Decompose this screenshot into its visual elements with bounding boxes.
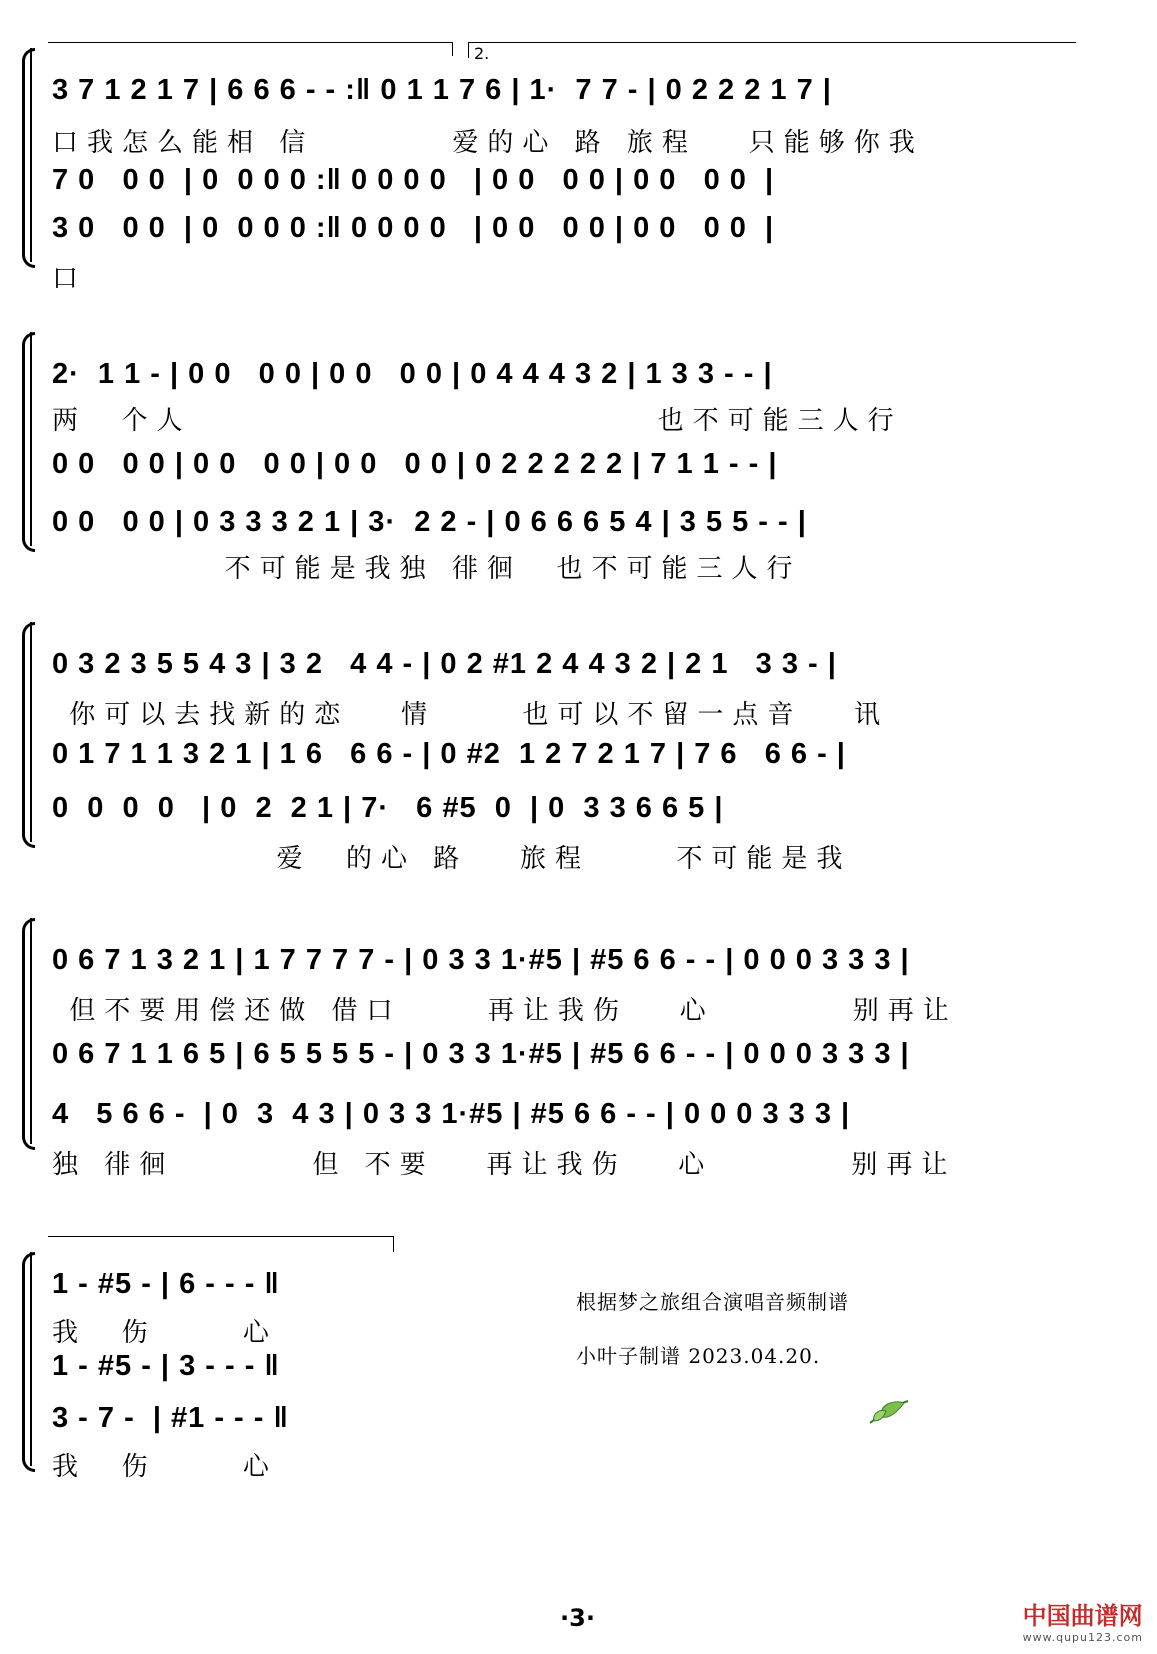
voice-1-lyrics: 两 个人 也不可能三人行 (52, 406, 903, 436)
source-credit: 根据梦之旅组合演唱音频制谱 (576, 1290, 849, 1314)
voice-3-lyrics: 我 伤 心 (52, 1452, 278, 1482)
voice-2-notes: 0 0 0 0 | 0 0 0 0 | 0 0 0 0 | 0 2 2 2 2 2 | 7 1 1 - - | (52, 448, 778, 480)
final-system-top-line (48, 1236, 394, 1237)
volta-label: 2. (474, 44, 490, 63)
volta-line-2 (468, 42, 1076, 43)
voice-3-notes: 3 - 7 - | #1 - - - ‖ (52, 1402, 289, 1434)
voice-2-notes: 0 6 7 1 1 6 5 | 6 5 5 5 5 - | 0 3 3 1·#5 | #5 6 6 - - | 0 0 0 3 3 3 | (52, 1038, 910, 1070)
voice-2-notes: 1 - #5 - | 3 - - - ‖ (52, 1350, 280, 1382)
voice-3-notes: 4 5 6 6 - | 0 3 4 3 | 0 3 3 1·#5 | #5 6 6 - - | 0 0 0 3 3 3 | (52, 1098, 851, 1130)
final-system-top-tick (393, 1236, 394, 1252)
score-system-4 (22, 918, 1082, 1180)
system-bracket (30, 332, 32, 546)
voice-1-lyrics: 你可以去找新的恋 情 也可以不留一点音 讯 (52, 700, 890, 730)
system-brace (22, 918, 35, 1150)
system-bracket (30, 622, 32, 842)
site-watermark (1023, 1596, 1143, 1644)
system-bracket (30, 918, 32, 1144)
page-number: ·3· (560, 1604, 595, 1632)
voice-3-lyrics: 独 徘徊 但 不要 再让我伤 心 别再让 (52, 1150, 957, 1180)
voice-3-lyrics: 爱 的心 路 旅程 不可能是我 (52, 844, 852, 874)
maker-credit: 小叶子制谱 2023.04.20. (576, 1344, 821, 1368)
system-brace (22, 332, 35, 552)
voice-3-notes: 3 0 0 0 | 0 0 0 0 :‖ 0 0 0 0 | 0 0 0 0 | 0 0 0 0 | (52, 212, 775, 244)
voice-1-notes: 0 6 7 1 3 2 1 | 1 7 7 7 7 - | 0 3 3 1·#5 | #5 6 6 - - | 0 0 0 3 3 3 | (52, 944, 910, 976)
voice-1-lyrics: 口我怎么能相 信 爱的心 路 旅程 只能够你我 (52, 128, 924, 158)
voice-3-notes: 0 0 0 0 | 0 2 2 1 | 7· 6 #5 0 | 0 3 3 6 6 5 | (52, 792, 724, 824)
voice-1-notes: 1 - #5 - | 6 - - - ‖ (52, 1268, 280, 1300)
system-brace (22, 622, 35, 848)
watermark-name: 中国曲谱网 (1022, 1602, 1143, 1630)
system-bracket (30, 1252, 32, 1466)
system-brace (22, 48, 35, 268)
voice-2-notes: 7 0 0 0 | 0 0 0 0 :‖ 0 0 0 0 | 0 0 0 0 | 0 0 0 0 | (52, 164, 775, 196)
leaf-icon (868, 1397, 912, 1427)
voice-1-notes: 2· 1 1 - | 0 0 0 0 | 0 0 0 0 | 0 4 4 4 3 2 | 1 3 3 - - | (52, 358, 773, 390)
voice-3-notes: 0 0 0 0 | 0 3 3 3 2 1 | 3· 2 2 - | 0 6 6 6 5 4 | 3 5 5 - - | (52, 506, 807, 538)
system-brace (22, 1252, 35, 1472)
system-bracket (30, 48, 32, 262)
score-system-1 (22, 48, 1082, 294)
score-system-3 (22, 622, 1082, 874)
voice-2-notes: 0 1 7 1 1 3 2 1 | 1 6 6 6 - | 0 #2 1 2 7 2 1 7 | 7 6 6 6 - | (52, 738, 846, 770)
voice-1-lyrics: 我 伤 心 (52, 1318, 278, 1348)
volta-line-1 (48, 42, 452, 43)
voice-1-lyrics: 但不要用偿还做 借口 再让我伤 心 别再让 (52, 996, 958, 1026)
voice-3-lyrics: 口 (52, 264, 88, 294)
voice-1-notes: 3 7 1 2 1 7 | 6 6 6 - - :‖ 0 1 1 7 6 | 1· 7 7 - | 0 2 2 2 1 7 | (52, 74, 832, 106)
watermark-url: www.qupu123.com (1022, 1631, 1143, 1644)
voice-1-notes: 0 3 2 3 5 5 4 3 | 3 2 4 4 - | 0 2 #1 2 4 4 3 2 | 2 1 3 3 - | (52, 648, 837, 680)
voice-3-lyrics: 不可能是我独 徘徊 也不可能三人行 (52, 554, 802, 584)
score-system-5 (22, 1252, 402, 1482)
score-system-2 (22, 332, 1082, 584)
